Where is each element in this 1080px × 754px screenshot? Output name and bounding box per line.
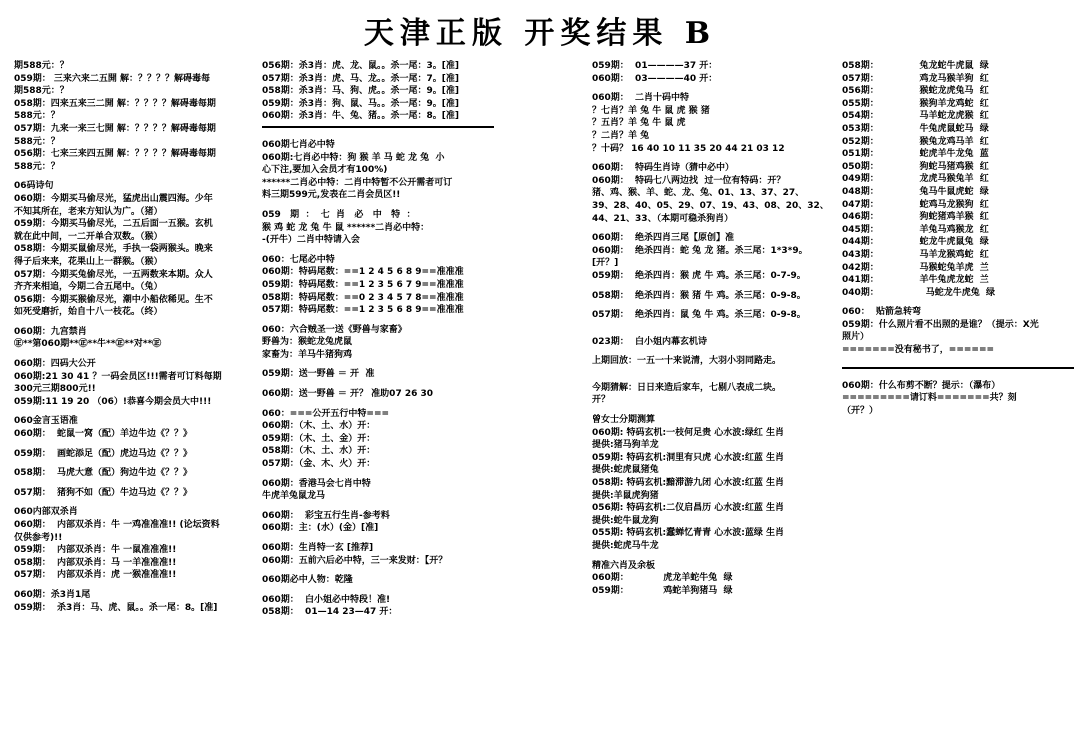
text-line: 39、28、40、05、29、07、19、43、08、20、32、 <box>592 200 829 211</box>
text-line: 056期: 特码玄机:二仪启昌历 心水波:红蓝 生肖 <box>592 503 784 514</box>
text-line: 06码诗句 <box>14 181 54 192</box>
text-line: 060期： 绝杀四肖三尾【原创】准 <box>592 233 735 244</box>
spacer <box>262 587 494 594</box>
text-line: 野兽为：猴蛇龙兔虎鼠 <box>262 337 353 348</box>
column-4 <box>842 60 1074 754</box>
text-line: 059期： 三来六来二五開 解：？？？？解碍毒每 <box>14 73 211 84</box>
spacer <box>262 381 494 388</box>
text-line: 057期：今期买兔偷尽光，一五两数来本期。众人 <box>14 269 213 280</box>
text-line: 060期：什么布剪不断？提示：（瀑布） <box>842 380 1001 391</box>
text-line: 060期：五前六后必中特，三一来发财：【开？ <box>262 555 448 566</box>
text-line: 得子后来来，花果山上一群猴。（猴） <box>14 256 163 267</box>
text-line: 060期：特码尾数：==1 2 4 5 6 8 9==准准准 <box>262 267 464 278</box>
spacer <box>262 503 494 510</box>
text-line: 提供:羊鼠虎狗猪 <box>592 490 659 501</box>
divider <box>842 367 1074 369</box>
spacer <box>14 351 254 358</box>
text-line: ？二肖？羊 兔 <box>592 130 650 141</box>
text-line: 059期：送一野兽 ＝ 开 准 <box>262 369 375 380</box>
text-line: 齐齐来相追，今期二合五尾中。（兔） <box>14 282 163 293</box>
text-line: 060期： 03————40 开： <box>592 73 718 84</box>
spacer <box>592 302 836 309</box>
text-line: 057期： 猪狗不如（配）牛边马边《？？》 <box>14 487 193 498</box>
text-line: 060：六合贼圣一送《野兽与家畜》 <box>262 324 407 335</box>
text-line: 023期： 白小姐内幕玄机诗 <box>592 336 708 347</box>
text-line: （开？） <box>842 405 879 416</box>
text-line: 059期：（木、土、金）开： <box>262 433 376 444</box>
text-line: 060期：送一野兽 ＝ 开？ 准助07 26 30 <box>262 389 434 400</box>
text-line: 照片） <box>842 332 870 343</box>
text-line: 060期： 内部双杀肖：牛 一鸡准准准!! (论坛资料 <box>14 520 220 530</box>
text-line: 055期： 猴狗羊龙鸡蛇 红 <box>842 98 989 109</box>
text-line: 期588元：？ <box>14 86 69 97</box>
spacer <box>262 247 494 254</box>
spacer <box>14 173 254 180</box>
text-line: 期588元：？ <box>14 61 69 71</box>
column-3 <box>592 60 836 754</box>
text-line: 059期: 特码玄机:洞里有只虎 心水波:红蓝 生肖 <box>592 452 784 463</box>
text-line: 精准六肖及余板 <box>592 560 656 571</box>
text-line: 056期：今期买猴偷尽光，潮中小船依稀见。生不 <box>14 294 213 305</box>
spacer <box>262 361 494 368</box>
text-line: 060期： 二肖十码中特 <box>592 93 690 104</box>
text-line: 060期： 特码生肖诗（猜中必中） <box>592 163 735 174</box>
text-line: 如死受磨折，始自十八一枝花。（终） <box>14 307 163 318</box>
spacer <box>842 299 1074 306</box>
spacer <box>842 357 1074 364</box>
text-line: 058期：特码尾数：==0 2 3 4 5 7 8==准准准 <box>262 292 464 303</box>
text-line: 058期：杀3肖：马、狗、虎。。杀一尾：9。[准] <box>262 86 460 97</box>
text-line: 047期： 蛇鸡马龙猴狗 红 <box>842 199 989 210</box>
text-line: 仅供参考)!! <box>14 532 63 543</box>
text-line: 060期七肖必中特 <box>262 139 335 150</box>
text-line: 588元：？ <box>14 136 60 147</box>
text-line: 058期: 特码玄机:黯滞游九闭 心水波:红蓝 生肖 <box>592 478 784 489</box>
text-line: 057期：九来一来三七開 解：？？？？解碍毒每期 <box>14 123 216 134</box>
text-line: 058期： 兔龙蛇牛虎鼠 绿 <box>842 61 989 71</box>
text-line: ******二肖必中特：二肖中特暂不公开需者可订 <box>262 177 453 188</box>
text-line: =======没有秘书了，====== <box>842 345 995 356</box>
text-line: 057期： 鸡龙马猴羊狗 红 <box>842 73 989 84</box>
text-line: 048期： 兔马牛鼠虎蛇 绿 <box>842 186 989 197</box>
text-line: 044期： 蛇龙牛虎鼠兔 绿 <box>842 237 989 248</box>
spacer <box>262 471 494 478</box>
text-line: 058期： 内部双杀肖：马 一羊准准准!! <box>14 557 177 568</box>
text-line: 060期：九宫禁肖 <box>14 326 87 337</box>
spacer <box>592 283 836 290</box>
spacer <box>14 582 254 589</box>
text-line: 家畜为：羊马牛猪狗鸡 <box>262 349 353 360</box>
spacer <box>262 567 494 574</box>
text-line: 053期： 牛兔虎鼠蛇马 绿 <box>842 123 989 134</box>
text-line: =========请订料=======共？刻 <box>842 393 1017 404</box>
text-line: 057期： 内部双杀肖：虎 一猴准准准!! <box>14 570 177 581</box>
text-line: 060期：主：(水）(金）[准] <box>262 523 379 534</box>
text-line: 060： 贴箭急转弯 <box>842 307 922 318</box>
text-line: 猪、鸡、猴、羊、蛇、龙、兔、01、13、37、27、 <box>592 188 805 199</box>
text-line: 059期： 画蛇添足（配）虎边马边《？？》 <box>14 448 193 459</box>
text-line: 060期: 特码玄机:一枝何足贵 心水波:绿红 生肖 <box>592 427 784 438</box>
text-line: 058期： 01—14 23—47 开： <box>262 607 398 618</box>
text-line: 060期： 彩宝五行生肖-参考料 <box>262 510 390 521</box>
text-line: 041期： 羊牛兔虎龙蛇 兰 <box>842 275 989 286</box>
text-line: 060期必中人物：乾隆 <box>262 575 353 586</box>
text-line: 049期： 龙虎马猴兔羊 红 <box>842 174 989 185</box>
text-line: 059期：什么照片看不出照的是谁？（提示：X光 <box>842 319 1039 330</box>
text-line: 060期：杀3肖：牛、兔、猪。。杀一尾：8。[准] <box>262 111 460 122</box>
text-line: 040期： 马蛇龙牛虎兔 绿 <box>842 287 996 298</box>
text-line: 060期： 特码七八两边找 过一位有特码：开？ <box>592 175 786 186</box>
text-line: 043期： 马羊龙猴鸡蛇 红 <box>842 249 989 260</box>
text-line: 059期： 内部双杀肖：牛 一鼠准准准!! <box>14 545 177 556</box>
text-line: 054期： 马羊蛇龙虎猴 红 <box>842 111 989 122</box>
text-line: 料三期599元,发表在二肖会员区!! <box>262 190 401 201</box>
spacer <box>262 132 494 139</box>
text-line: 牛虎羊兔鼠龙马 <box>262 491 326 502</box>
text-line: 059 期 ： 七 肖 必 中 特 ： <box>262 209 416 220</box>
text-line: -(开牛）二肖中特请入会 <box>262 235 360 246</box>
spacer <box>592 375 836 382</box>
spacer <box>262 535 494 542</box>
text-line: 060期:21 30 41 ？一码会员区!!!需者可订料每期 <box>14 371 222 382</box>
text-line: 059期： 绝杀四肖：猴 虎 牛 鸡。杀三尾：0-7-9。 <box>592 270 806 281</box>
text-line: 045期： 羊兔马鸡猴龙 红 <box>842 224 989 235</box>
text-line: 就在此中间，一二开单合双数。（猴） <box>14 231 163 242</box>
spacer <box>14 480 254 487</box>
text-line: 060期：今期买马偷尽光，猛虎出山震四海。少年 <box>14 193 213 204</box>
text-line: 开？ <box>592 395 611 406</box>
spacer <box>592 553 836 560</box>
text-line: 058期：今期买鼠偷尽光，手执一袋两猴头。晚来 <box>14 244 213 255</box>
text-line: 猴 鸡 蛇 龙 兔 牛 鼠 ******二肖必中特： <box>262 222 430 233</box>
text-line: 059期：特码尾数：==1 2 3 5 6 7 9==准准准 <box>262 279 464 290</box>
text-line: 060期：四码大公开 <box>14 359 96 370</box>
column-1 <box>14 60 254 754</box>
text-line: 44、21、33、（本期可稳杀狗肖） <box>592 213 734 224</box>
spacer <box>262 317 494 324</box>
text-line: 060期：（木、土、水）开： <box>262 421 376 432</box>
spacer <box>592 155 836 162</box>
text-line: 057期： 绝杀四肖：鼠 兔 牛 鸡。杀三尾：0-9-8。 <box>592 310 806 321</box>
spacer <box>592 322 836 329</box>
text-line: 588元：？ <box>14 111 60 122</box>
spacer <box>14 408 254 415</box>
spacer <box>14 319 254 326</box>
text-line: 060金言玉语准 <box>14 416 78 427</box>
text-line: 588元：？ <box>14 161 60 172</box>
spacer <box>592 368 836 375</box>
text-line: 059期:11 19 20 （06）!恭喜今期会员大中!!! <box>14 396 212 407</box>
text-line: 060期：生肖特一玄 [推荐] <box>262 543 374 553</box>
text-line: 060内部双杀肖 <box>14 507 78 518</box>
text-line: 提供:蛇牛鼠龙狗 <box>592 515 659 526</box>
text-line: 060期:七肖必中特：狗 猴 羊 马 蛇 龙 兔 小 <box>262 152 445 163</box>
text-line: 057期：特码尾数：==1 2 3 5 6 8 9==准准准 <box>262 305 464 316</box>
text-line: 056期：七来三来四五開 解：？？？？解碍毒每期 <box>14 149 216 160</box>
text-line: ？十码？ 16 40 10 11 35 20 44 21 03 12 <box>592 143 785 154</box>
text-line: 059期：杀3肖：狗、鼠、马。。杀一尾：9。[准] <box>262 98 460 109</box>
text-line: ㊣**第060期**㊣**牛**㊣**对**㊣ <box>14 339 162 350</box>
text-line: 060期： 绝杀四肖：蛇 兔 龙 猪。杀三尾：1*3*9。 <box>592 245 808 256</box>
spacer <box>842 373 1074 380</box>
spacer <box>592 348 836 355</box>
text-line: ？五肖？羊 兔 牛 鼠 虎 <box>592 118 686 129</box>
text-line: ？七肖？羊 兔 牛 鼠 虎 猴 猪 <box>592 105 710 116</box>
text-line: 052期： 猴兔龙鸡马羊 红 <box>842 136 989 147</box>
divider <box>262 126 494 128</box>
spacer <box>14 441 254 448</box>
text-line: 058期：（木、土、水）开： <box>262 446 376 457</box>
text-line: 059期： 杀3肖：马、虎、鼠。。杀一尾：8。[准] <box>14 602 218 613</box>
text-line: 060期：香港马会七肖中特 <box>262 478 371 489</box>
text-line: 今期猜解：日日来造后家车，七剔八表成二块。 <box>592 382 782 393</box>
text-line: 042期： 马猴蛇兔羊虎 兰 <box>842 262 989 273</box>
text-line: 300元三期800元!! <box>14 384 96 395</box>
spacer <box>592 225 836 232</box>
text-line: 060：===公开五行中特=== <box>262 408 390 419</box>
text-line: 心下注,要加入会员才有100%) <box>262 165 388 176</box>
text-line: 056期：杀3肖：虎、龙、鼠。。杀一尾：3。[准] <box>262 61 460 71</box>
text-line: 059期： 鸡蛇羊狗猪马 绿 <box>592 585 733 596</box>
text-line: [开？] <box>592 258 619 269</box>
text-line: 059期： 01————37 开： <box>592 61 718 71</box>
text-line: 060期： 白小姐必中特段！准! <box>262 594 391 605</box>
page-title: 天津正版 开奖结果 B <box>363 16 717 51</box>
text-line: 058期： 绝杀四肖：猴 猪 牛 鸡。杀三尾：0-9-8。 <box>592 290 806 301</box>
text-line: 057期：杀3肖：虎、马、龙。。杀一尾：7。[准] <box>262 73 460 84</box>
spacer <box>14 499 254 506</box>
text-line: 060：七尾必中特 <box>262 254 335 265</box>
text-line: 056期： 猴蛇龙虎兔马 红 <box>842 86 989 97</box>
text-line: 057期：（金、木、火）开： <box>262 459 376 470</box>
text-line: 曾女士分期测算 <box>592 415 656 426</box>
text-line: 050期： 狗蛇马猪鸡猴 红 <box>842 161 989 172</box>
text-line: 046期： 狗蛇猪鸡羊猴 红 <box>842 212 989 223</box>
spacer <box>262 401 494 408</box>
spacer <box>592 407 836 414</box>
text-line: 055期: 特码玄机:蠢蝉忆青青 心水波:蓝绿 生肖 <box>592 528 784 539</box>
text-line: 提供:蛇虎马牛龙 <box>592 541 659 551</box>
text-line: 058期： 马虎大意（配）狗边牛边《？？》 <box>14 468 193 479</box>
column-2 <box>262 60 494 754</box>
spacer <box>262 202 494 209</box>
spacer <box>14 460 254 467</box>
text-line: 058期：四来五来三二開 解：？？？？解碍毒每期 <box>14 98 216 109</box>
text-line: 上期回放：一五一十来说清，大羽小羽同路走。 <box>592 356 782 367</box>
text-line: 051期： 蛇虎羊牛龙兔 蓝 <box>842 149 989 160</box>
spacer <box>592 85 836 92</box>
text-line: 060期： 虎龙羊蛇牛兔 绿 <box>592 573 733 584</box>
text-line: 提供:蛇虎鼠猪兔 <box>592 465 659 476</box>
text-line: 不知其所在，老来方知认为广。（猪） <box>14 206 163 217</box>
text-line: 060期： 蛇鼠一窝（配）羊边牛边《？？》 <box>14 429 193 440</box>
text-line: 060期：杀3肖1尾 <box>14 589 91 600</box>
text-line: 059期：今期买马偷尽光，二五后面一五猴。玄机 <box>14 219 213 230</box>
spacer <box>592 329 836 336</box>
text-line: 提供:猪马狗羊龙 <box>592 440 659 451</box>
